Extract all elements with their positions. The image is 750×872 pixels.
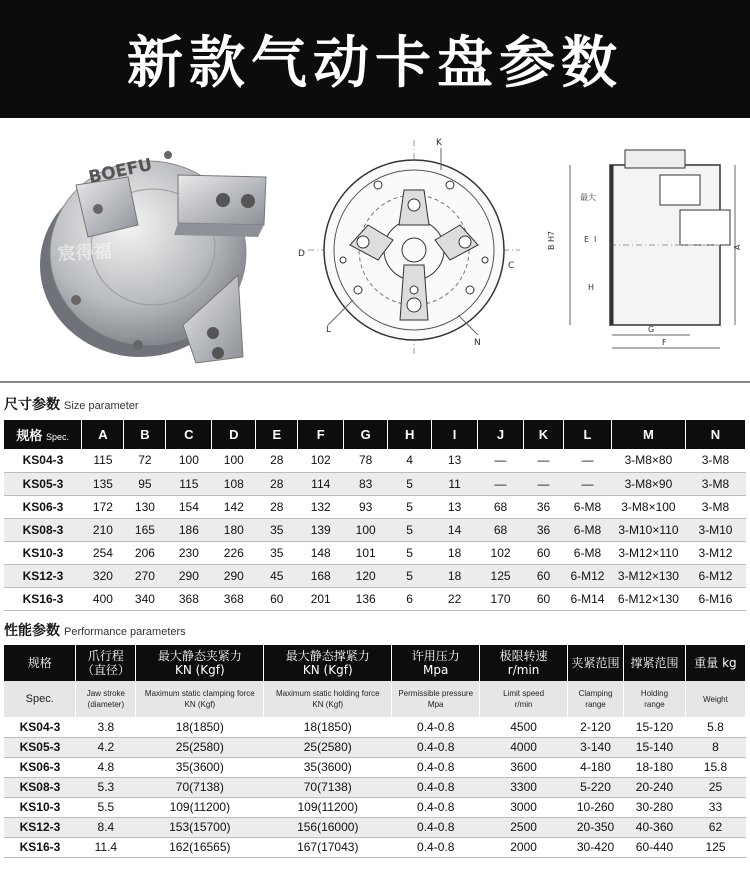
perf-table-row bbox=[4, 757, 746, 777]
perf-cell: 5.3 bbox=[76, 777, 136, 797]
size-cell: 226 bbox=[212, 541, 256, 564]
size-title-en: Size parameter bbox=[64, 400, 139, 412]
size-table-row bbox=[4, 495, 746, 518]
size-cell: 368 bbox=[166, 587, 212, 610]
perf-header-cn-line: 最大静态夹紧力 bbox=[157, 649, 242, 663]
perf-header-en-line: range bbox=[644, 700, 665, 709]
size-cell: 93 bbox=[344, 495, 388, 518]
perf-header-en-line: (diameter) bbox=[87, 700, 125, 709]
perf-cell: 0.4-0.8 bbox=[392, 757, 480, 777]
col-n: N bbox=[685, 420, 745, 449]
label-f: F bbox=[662, 338, 667, 347]
perf-header-en-line: Jaw stroke bbox=[86, 689, 125, 698]
size-cell: 230 bbox=[166, 541, 212, 564]
perf-header-en-line: Clamping bbox=[578, 689, 613, 698]
perf-header-en-line: range bbox=[585, 700, 606, 709]
size-cell: 68 bbox=[478, 495, 524, 518]
front-view-diagram bbox=[298, 130, 530, 365]
size-cell: — bbox=[524, 449, 564, 472]
col-k: K bbox=[524, 420, 564, 449]
perf-header-cn bbox=[4, 645, 76, 681]
size-header-row bbox=[4, 420, 746, 449]
label-d: D bbox=[298, 249, 305, 259]
perf-header-en-row bbox=[4, 681, 746, 717]
perf-cell: 15.8 bbox=[685, 757, 745, 777]
size-cell: 154 bbox=[166, 495, 212, 518]
perf-cell: 4.8 bbox=[76, 757, 136, 777]
performance-table bbox=[4, 645, 746, 858]
svg-text:宸得福: 宸得福 bbox=[57, 241, 113, 265]
perf-cell: 4-180 bbox=[568, 757, 624, 777]
perf-header-cn-line: 撑紧范围 bbox=[630, 656, 679, 670]
perf-cell: 4000 bbox=[480, 737, 568, 757]
size-cell: 28 bbox=[256, 495, 298, 518]
perf-header-cn-row bbox=[4, 645, 746, 681]
perf-cell: 109(11200) bbox=[136, 797, 264, 817]
spec-cell: KS16-3 bbox=[4, 837, 76, 857]
perf-table-row bbox=[4, 737, 746, 757]
perf-cell: 0.4-0.8 bbox=[392, 837, 480, 857]
size-cell: 100 bbox=[344, 518, 388, 541]
size-cell: 125 bbox=[478, 564, 524, 587]
label-e: E bbox=[584, 235, 590, 244]
perf-cell: 35(3600) bbox=[136, 757, 264, 777]
perf-cell: 2000 bbox=[480, 837, 568, 857]
perf-header-en bbox=[392, 681, 480, 717]
size-cell: — bbox=[563, 472, 611, 495]
size-cell: 320 bbox=[82, 564, 124, 587]
size-cell: 115 bbox=[166, 472, 212, 495]
perf-cell: 0.4-0.8 bbox=[392, 737, 480, 757]
perf-cell: 3-140 bbox=[568, 737, 624, 757]
spec-cell: KS12-3 bbox=[4, 817, 76, 837]
perf-cell: 5-220 bbox=[568, 777, 624, 797]
perf-cell: 3.8 bbox=[76, 717, 136, 737]
perf-cell: 4500 bbox=[480, 717, 568, 737]
perf-header-cn bbox=[392, 645, 480, 681]
size-cell: 78 bbox=[344, 449, 388, 472]
size-cell: 6-M12×130 bbox=[611, 587, 685, 610]
perf-table-row bbox=[4, 817, 746, 837]
perf-header-cn-line: r/min bbox=[507, 663, 540, 677]
perf-cell: 62 bbox=[685, 817, 745, 837]
size-cell: 102 bbox=[478, 541, 524, 564]
size-cell: 142 bbox=[212, 495, 256, 518]
perf-header-cn-line: 规格 bbox=[27, 656, 52, 670]
perf-cell: 5.5 bbox=[76, 797, 136, 817]
perf-table-row bbox=[4, 797, 746, 817]
size-cell: 6-M12 bbox=[563, 564, 611, 587]
perf-cell: 3600 bbox=[480, 757, 568, 777]
perf-cell: 2500 bbox=[480, 817, 568, 837]
spec-header-en: Spec. bbox=[46, 432, 70, 442]
perf-cell: 25 bbox=[685, 777, 745, 797]
perf-cell: 25(2580) bbox=[264, 737, 392, 757]
size-cell: 270 bbox=[124, 564, 166, 587]
perf-header-cn bbox=[568, 645, 624, 681]
col-h: H bbox=[388, 420, 432, 449]
perf-cell: 3300 bbox=[480, 777, 568, 797]
size-cell: 60 bbox=[524, 564, 564, 587]
perf-cell: 10-260 bbox=[568, 797, 624, 817]
perf-cell: 33 bbox=[685, 797, 745, 817]
size-cell: 180 bbox=[212, 518, 256, 541]
size-cell: 5 bbox=[388, 564, 432, 587]
size-cell: 368 bbox=[212, 587, 256, 610]
perf-cell: 18(1850) bbox=[136, 717, 264, 737]
size-cell: 83 bbox=[344, 472, 388, 495]
perf-cell: 30-280 bbox=[624, 797, 686, 817]
perf-cell: 153(15700) bbox=[136, 817, 264, 837]
perf-cell: 4.2 bbox=[76, 737, 136, 757]
perf-cell: 15-140 bbox=[624, 737, 686, 757]
col-j: J bbox=[478, 420, 524, 449]
perf-cell: 0.4-0.8 bbox=[392, 717, 480, 737]
size-cell: 14 bbox=[432, 518, 478, 541]
size-table bbox=[4, 420, 746, 611]
size-cell: 3-M12×110 bbox=[611, 541, 685, 564]
perf-cell: 60-440 bbox=[624, 837, 686, 857]
col-i: I bbox=[432, 420, 478, 449]
spec-cell: KS10-3 bbox=[4, 541, 82, 564]
size-cell: 132 bbox=[298, 495, 344, 518]
size-cell: 100 bbox=[166, 449, 212, 472]
size-cell: 13 bbox=[432, 495, 478, 518]
col-d: D bbox=[212, 420, 256, 449]
side-view-diagram bbox=[540, 130, 745, 365]
perf-table-row bbox=[4, 777, 746, 797]
spec-cell: KS06-3 bbox=[4, 495, 82, 518]
perf-header-cn-line: 重量 kg bbox=[694, 656, 737, 670]
size-cell: 6-M16 bbox=[685, 587, 745, 610]
col-l: L bbox=[563, 420, 611, 449]
label-h: H bbox=[588, 283, 595, 292]
label-b: B H7 bbox=[547, 230, 556, 250]
size-cell: 136 bbox=[344, 587, 388, 610]
size-cell: 3-M8 bbox=[685, 449, 745, 472]
perf-header-cn-line: KN (Kgf) bbox=[302, 663, 353, 677]
size-cell: 18 bbox=[432, 564, 478, 587]
spec-cell: KS05-3 bbox=[4, 737, 76, 757]
col-e: E bbox=[256, 420, 298, 449]
label-k: K bbox=[436, 138, 442, 148]
perf-header-en bbox=[568, 681, 624, 717]
size-cell: 6 bbox=[388, 587, 432, 610]
spec-header-cn: 规格 bbox=[16, 428, 43, 443]
perf-title-cn: 性能参数 bbox=[4, 623, 60, 639]
size-cell: 28 bbox=[256, 449, 298, 472]
size-cell: 35 bbox=[256, 518, 298, 541]
size-cell: 139 bbox=[298, 518, 344, 541]
spec-cell: KS05-3 bbox=[4, 472, 82, 495]
perf-header-en-line: r/min bbox=[514, 700, 533, 709]
chuck-photo bbox=[28, 125, 283, 365]
size-cell: 254 bbox=[82, 541, 124, 564]
size-cell: 95 bbox=[124, 472, 166, 495]
size-cell: 68 bbox=[478, 518, 524, 541]
perf-header-cn-line: （直径） bbox=[81, 663, 130, 677]
perf-cell: 18-180 bbox=[624, 757, 686, 777]
size-cell: 6-M12 bbox=[685, 564, 745, 587]
perf-cell: 70(7138) bbox=[264, 777, 392, 797]
size-cell: 4 bbox=[388, 449, 432, 472]
size-cell: 60 bbox=[524, 587, 564, 610]
size-cell: 3-M12×130 bbox=[611, 564, 685, 587]
size-cell: 168 bbox=[298, 564, 344, 587]
perf-header-en-line: Maximum static clamping force bbox=[144, 689, 255, 698]
perf-header-cn-line: 最大静态撑紧力 bbox=[285, 649, 370, 663]
perf-header-en-line: Weight bbox=[703, 694, 728, 704]
perf-cell: 3000 bbox=[480, 797, 568, 817]
perf-cell: 162(16565) bbox=[136, 837, 264, 857]
spec-cell: KS08-3 bbox=[4, 518, 82, 541]
size-header-spec bbox=[4, 420, 82, 449]
label-a: A bbox=[733, 244, 742, 250]
perf-cell: 109(11200) bbox=[264, 797, 392, 817]
size-cell: 35 bbox=[256, 541, 298, 564]
perf-header-en-line: Holding bbox=[640, 689, 669, 698]
perf-header-en bbox=[4, 681, 76, 717]
perf-header-en-line: Spec. bbox=[25, 692, 54, 705]
size-cell: 5 bbox=[388, 518, 432, 541]
size-cell: — bbox=[478, 472, 524, 495]
size-cell: 100 bbox=[212, 449, 256, 472]
col-b: B bbox=[124, 420, 166, 449]
size-cell: 36 bbox=[524, 518, 564, 541]
size-cell: 114 bbox=[298, 472, 344, 495]
size-cell: 13 bbox=[432, 449, 478, 472]
size-cell: 115 bbox=[82, 449, 124, 472]
perf-header-cn-line: 极限转速 bbox=[499, 649, 548, 663]
label-max: 最大 bbox=[580, 193, 596, 202]
size-cell: 60 bbox=[524, 541, 564, 564]
perf-cell: 0.4-0.8 bbox=[392, 817, 480, 837]
section-divider bbox=[0, 381, 750, 383]
size-cell: 18 bbox=[432, 541, 478, 564]
perf-cell: 5.8 bbox=[685, 717, 745, 737]
perf-header-cn-line: 爪行程 bbox=[87, 649, 124, 663]
spec-cell: KS06-3 bbox=[4, 757, 76, 777]
perf-cell: 11.4 bbox=[76, 837, 136, 857]
perf-header-cn-line: 许用压力 bbox=[411, 649, 460, 663]
size-cell: 172 bbox=[82, 495, 124, 518]
perf-cell: 40-360 bbox=[624, 817, 686, 837]
spec-cell: KS10-3 bbox=[4, 797, 76, 817]
perf-header-cn bbox=[136, 645, 264, 681]
size-table-row bbox=[4, 564, 746, 587]
perf-header-en bbox=[136, 681, 264, 717]
perf-header-en-line: Mpa bbox=[427, 700, 444, 709]
size-table-row bbox=[4, 449, 746, 472]
label-l: L bbox=[326, 325, 332, 335]
spec-cell: KS08-3 bbox=[4, 777, 76, 797]
size-cell: 210 bbox=[82, 518, 124, 541]
size-cell: 3-M8 bbox=[685, 495, 745, 518]
size-cell: 3-M10 bbox=[685, 518, 745, 541]
perf-header-cn-line: 夹紧范围 bbox=[571, 656, 620, 670]
perf-cell: 125 bbox=[685, 837, 745, 857]
size-cell: 6-M8 bbox=[563, 541, 611, 564]
perf-table-row bbox=[4, 837, 746, 857]
perf-cell: 25(2580) bbox=[136, 737, 264, 757]
perf-header-cn bbox=[76, 645, 136, 681]
col-m: M bbox=[611, 420, 685, 449]
size-table-row bbox=[4, 541, 746, 564]
perf-cell: 8.4 bbox=[76, 817, 136, 837]
size-cell: 170 bbox=[478, 587, 524, 610]
size-title-cn: 尺寸参数 bbox=[4, 397, 60, 413]
size-cell: — bbox=[478, 449, 524, 472]
size-table-row bbox=[4, 472, 746, 495]
size-cell: 6-M8 bbox=[563, 495, 611, 518]
size-cell: 3-M10×110 bbox=[611, 518, 685, 541]
label-n: N bbox=[474, 338, 481, 348]
size-cell: 6-M14 bbox=[563, 587, 611, 610]
size-cell: 11 bbox=[432, 472, 478, 495]
label-i: I bbox=[594, 235, 597, 244]
perf-cell: 0.4-0.8 bbox=[392, 777, 480, 797]
perf-cell: 18(1850) bbox=[264, 717, 392, 737]
perf-header-en-line: Maximum static holding force bbox=[275, 689, 380, 698]
perf-header-en-line: KN (Kgf) bbox=[184, 700, 216, 709]
perf-cell: 20-240 bbox=[624, 777, 686, 797]
size-cell: 120 bbox=[344, 564, 388, 587]
spec-cell: KS16-3 bbox=[4, 587, 82, 610]
col-c: C bbox=[166, 420, 212, 449]
perf-header-en bbox=[480, 681, 568, 717]
perf-header-en bbox=[76, 681, 136, 717]
perf-header-en bbox=[264, 681, 392, 717]
perf-cell: 15-120 bbox=[624, 717, 686, 737]
col-g: G bbox=[344, 420, 388, 449]
title-banner bbox=[0, 0, 750, 118]
perf-header-en-line: Limit speed bbox=[503, 689, 545, 698]
size-cell: 6-M8 bbox=[563, 518, 611, 541]
perf-header-cn bbox=[480, 645, 568, 681]
perf-title-en: Performance parameters bbox=[64, 626, 186, 638]
size-cell: 22 bbox=[432, 587, 478, 610]
size-cell: 290 bbox=[212, 564, 256, 587]
perf-header-en bbox=[685, 681, 745, 717]
size-cell: 45 bbox=[256, 564, 298, 587]
size-cell: 102 bbox=[298, 449, 344, 472]
size-cell: 5 bbox=[388, 541, 432, 564]
size-cell: 3-M8×80 bbox=[611, 449, 685, 472]
perf-section-title bbox=[4, 620, 186, 640]
perf-table-row bbox=[4, 717, 746, 737]
size-cell: 3-M8 bbox=[685, 472, 745, 495]
size-cell: 135 bbox=[82, 472, 124, 495]
label-c: C bbox=[508, 261, 515, 271]
spec-cell: KS04-3 bbox=[4, 449, 82, 472]
page-title: 新款气动卡盘参数 bbox=[127, 31, 623, 96]
brand-logo: BOEFU bbox=[86, 154, 155, 188]
size-cell: 108 bbox=[212, 472, 256, 495]
size-cell: 36 bbox=[524, 495, 564, 518]
perf-header-cn bbox=[624, 645, 686, 681]
col-f: F bbox=[298, 420, 344, 449]
size-cell: 72 bbox=[124, 449, 166, 472]
size-table-row bbox=[4, 518, 746, 541]
col-a: A bbox=[82, 420, 124, 449]
size-cell: 148 bbox=[298, 541, 344, 564]
perf-header-en-line: KN (Kgf) bbox=[312, 700, 344, 709]
size-cell: 186 bbox=[166, 518, 212, 541]
size-cell: 3-M12 bbox=[685, 541, 745, 564]
size-cell: 201 bbox=[298, 587, 344, 610]
perf-cell: 30-420 bbox=[568, 837, 624, 857]
perf-cell: 156(16000) bbox=[264, 817, 392, 837]
size-cell: 5 bbox=[388, 472, 432, 495]
perf-header-cn-line: Mpa bbox=[423, 663, 449, 677]
size-cell: 290 bbox=[166, 564, 212, 587]
perf-header-en bbox=[624, 681, 686, 717]
perf-cell: 35(3600) bbox=[264, 757, 392, 777]
perf-cell: 20-350 bbox=[568, 817, 624, 837]
size-cell: 130 bbox=[124, 495, 166, 518]
size-cell: 340 bbox=[124, 587, 166, 610]
size-cell: 165 bbox=[124, 518, 166, 541]
size-cell: — bbox=[524, 472, 564, 495]
perf-cell: 8 bbox=[685, 737, 745, 757]
perf-cell: 2-120 bbox=[568, 717, 624, 737]
perf-cell: 167(17043) bbox=[264, 837, 392, 857]
perf-header-cn bbox=[685, 645, 745, 681]
size-cell: 5 bbox=[388, 495, 432, 518]
size-cell: 206 bbox=[124, 541, 166, 564]
size-cell: 101 bbox=[344, 541, 388, 564]
perf-header-cn bbox=[264, 645, 392, 681]
perf-cell: 0.4-0.8 bbox=[392, 797, 480, 817]
size-section-title bbox=[4, 394, 139, 414]
size-cell: 3-M8×100 bbox=[611, 495, 685, 518]
size-cell: 400 bbox=[82, 587, 124, 610]
spec-cell: KS04-3 bbox=[4, 717, 76, 737]
perf-cell: 70(7138) bbox=[136, 777, 264, 797]
size-cell: 28 bbox=[256, 472, 298, 495]
perf-header-en-line: Permissible pressure bbox=[398, 689, 474, 698]
label-g: G bbox=[648, 325, 655, 334]
perf-header-cn-line: KN (Kgf) bbox=[174, 663, 225, 677]
size-cell: 60 bbox=[256, 587, 298, 610]
spec-cell: KS12-3 bbox=[4, 564, 82, 587]
size-table-row bbox=[4, 587, 746, 610]
size-cell: 3-M8×90 bbox=[611, 472, 685, 495]
size-cell: — bbox=[563, 449, 611, 472]
